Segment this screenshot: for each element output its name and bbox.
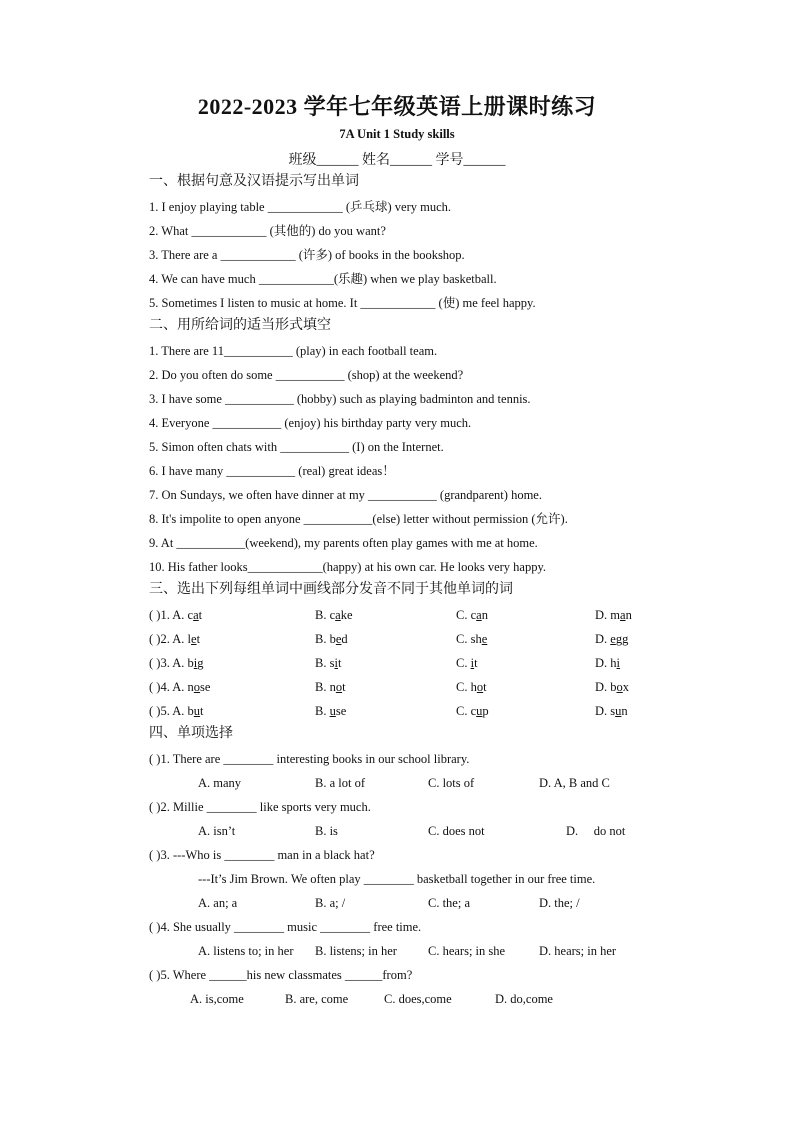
question-2: ( )2. Millie ________ like sports very much.: [149, 800, 371, 814]
section2-item: 6. I have many ___________ (real) great ideas！: [149, 464, 395, 478]
q2-option-a: A. isn’t: [198, 824, 236, 838]
worksheet-page: 2022-2023 学年七年级英语上册课时练习 7A Unit 1 Study skills 班级______ 姓名______ 学号______ 一、根据句意及汉语提示写出单词 1. I enjoy playing table ____________ (乒乓球) very much. 2. What ____________ (其他的) do you want? 3. There are a ____________ (许多) of books in the bookshop. 4. We can have much ____________(乐趣) when we play basketball. 5. Sometimes I listen to music at home. It ____________ (使) me feel happy. 二、用所给词的适当形式填空 1. There are 11___________ (play) in each football team. 2. Do you often do some ___________ (shop) at the weekend? 3. I have some ___________ (hobby) such as playing badminton and tennis. 4. Everyone ___________ (enjoy) his birthday party very much. 5. Simon often chats with ___________ (I) on the Internet. 6. I have many ___________ (real) great ideas！ 7. On Sundays, we often have dinner at my ___________ (grandparent) home. 8. It's impolite to open anyone ___________(else) letter without permission (允许). 9. At ___________(weekend), my parents often play games with me at home. 10. His father looks____________(happy) at his own car. He looks very happy. 三、选出下列每组单词中画线部分发音不同于其他单词的词 ( )1. A. cat B. cake C. can D. man ( )2. A. let B. bed C. she D. egg ( )3. A. big B. sit C. it D. hi ( )4. A. nose B. not C. hot D. box ( )5. A. but B. use C. cup D. sun 四、单项选择 ( )1. There are ________ interesting books in our school library. A. many B. a lot of C. lots of D. A, B and C ( )2. Millie ________ like sports very much. A. isn’t B. is C. does not D. do not ( )3. ---Who is ________ man in a black hat? ---It’s Jim Brown. We often play ________ basketball together in our free time. A. an; a B. a; / C. the; a D. the; / ( )4. She usually ________ music ________ free time. A. listens to; in her B. listens; in her C. hears; in she D. hears; in her ( )5. Where ______his new classmates ______from? A. is,come B. are, come C. does,come D. do,come: [0, 0, 794, 1123]
q5-option-d: D. do,come: [495, 992, 553, 1006]
q2-option-b: B. is: [315, 824, 338, 838]
q5-option-b: B. are, come: [285, 992, 349, 1006]
question-3-reply: ---It’s Jim Brown. We often play ________ basketball together in our free time.: [198, 872, 596, 886]
section2-heading: 二、用所给词的适当形式填空: [149, 318, 331, 333]
q2-option-d: D. do not: [566, 824, 626, 838]
section2-item: 9. At ___________(weekend), my parents often play games with me at home.: [149, 536, 538, 550]
section2-item: 3. I have some ___________ (hobby) such as playing badminton and tennis.: [149, 392, 531, 406]
section1-item: 5. Sometimes I listen to music at home. It ____________ (使) me feel happy.: [149, 296, 536, 310]
section2-item: 1. There are 11___________ (play) in each football team.: [149, 344, 438, 358]
section2-item: 4. Everyone ___________ (enjoy) his birthday party very much.: [149, 416, 472, 430]
section2-item: 8. It's impolite to open anyone ___________(else) letter without permission (允许).: [149, 512, 568, 526]
q1-option-d: D. A, B and C: [539, 776, 610, 790]
section2-item: 5. Simon often chats with ___________ (I) on the Internet.: [149, 440, 444, 454]
question-5: ( )5. Where ______his new classmates ______from?: [149, 968, 413, 982]
q4-option-a: A. listens to; in her: [198, 944, 294, 958]
q5-option-a: A. is,come: [190, 992, 244, 1006]
section1-item: 3. There are a ____________ (许多) of books in the bookshop.: [149, 248, 465, 262]
page-subtitle: 7A Unit 1 Study skills: [339, 127, 455, 141]
question-3: ( )3. ---Who is ________ man in a black hat?: [149, 848, 375, 862]
page-title: 2022-2023 学年七年级英语上册课时练习: [197, 94, 597, 119]
section2-item: 2. Do you often do some ___________ (shop) at the weekend?: [149, 368, 464, 382]
section3-heading: 三、选出下列每组单词中画线部分发音不同于其他单词的词: [149, 582, 513, 597]
q1-option-c: C. lots of: [428, 776, 475, 790]
q1-option-a: A. many: [198, 776, 242, 790]
q1-option-b: B. a lot of: [315, 776, 365, 790]
section1-item: 1. I enjoy playing table ____________ (乒乓球) very much.: [149, 200, 452, 214]
section2-item: 7. On Sundays, we often have dinner at my ___________ (grandparent) home.: [149, 488, 542, 502]
q2-option-c: C. does not: [428, 824, 485, 838]
question-1: ( )1. There are ________ interesting books in our school library.: [149, 752, 470, 766]
class-info-line: 班级______ 姓名______ 学号______: [288, 153, 506, 168]
q4-option-d: D. hears; in her: [539, 944, 617, 958]
question-4: ( )4. She usually ________ music ________ free time.: [149, 920, 422, 934]
section4-heading: 四、单项选择: [149, 726, 233, 741]
q4-option-b: B. listens; in her: [315, 944, 397, 958]
section1-item: 2. What ____________ (其他的) do you want?: [149, 224, 386, 238]
section1-heading: 一、根据句意及汉语提示写出单词: [149, 174, 359, 189]
q3-option-b: B. a; /: [315, 896, 346, 910]
section1-item: 4. We can have much ____________(乐趣) when we play basketball.: [149, 272, 497, 286]
q3-option-d: D. the; /: [539, 896, 580, 910]
q5-option-c: C. does,come: [384, 992, 452, 1006]
q4-option-c: C. hears; in she: [428, 944, 506, 958]
q3-option-a: A. an; a: [198, 896, 238, 910]
section2-item: 10. His father looks____________(happy) at his own car. He looks very happy.: [149, 560, 547, 574]
q3-option-c: C. the; a: [428, 896, 471, 910]
